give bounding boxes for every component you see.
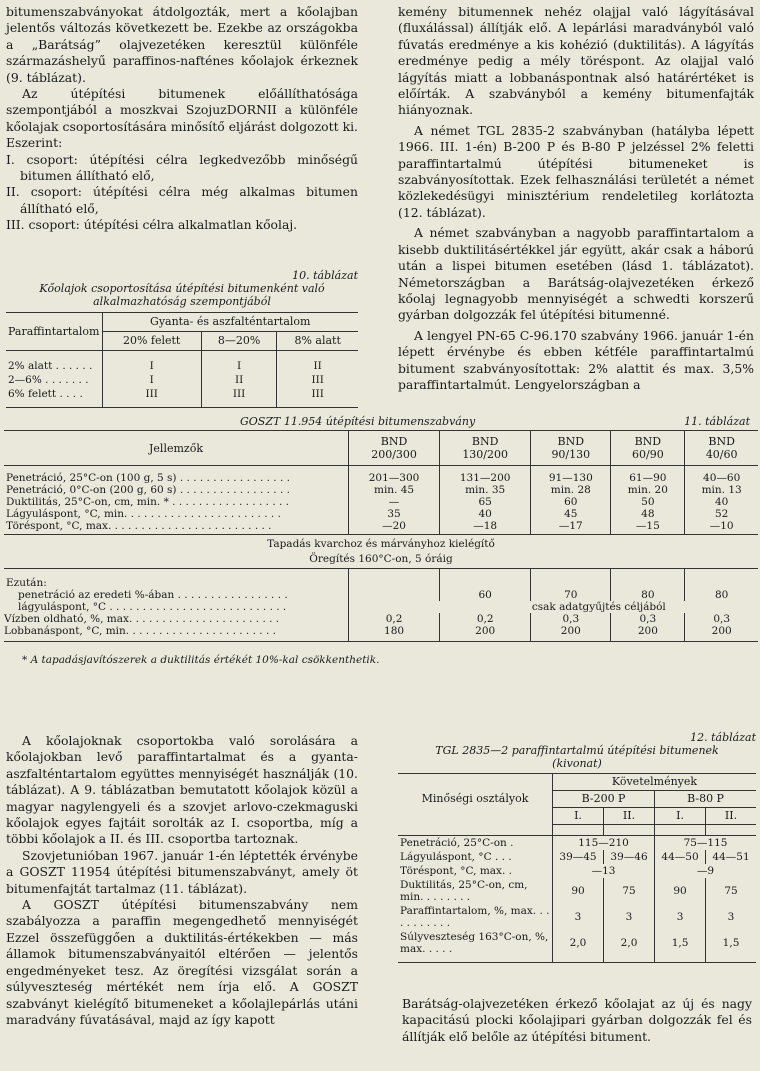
left-column-top [6,4,358,234]
table-10-col-header: 8% alatt [277,332,358,351]
table-span-cell: 75—115 [655,835,756,850]
table-cell: 0,3 [685,613,758,625]
table-cell: 39—45 [553,850,604,864]
table-10-col-header: 8—20% [201,332,277,351]
paragraph: A GOSZT útépítési bitumenszabvány nem szabályozza a paraffin megengedhető mennyiségét Ezzel összefüggően a duktilitás-értékekben — más államok bitumenszabványaitól eltérően — jelentős engedményeket tesz. Az öregítési vizsgálat során a súlyveszteség mértékét nem írja elő. A GOSZT szabványt kielégítő bitumeneket a kőolajlepárlás utáni maradvány fúvatásával, majd az így kapott [6,897,358,1027]
table-row [398,864,756,878]
row-label: Vízben oldható, %, max. . . . . . . . . . . . . . . . . . . . . . . [4,613,280,625]
table-12-class-header: II. [604,808,655,825]
table-cell: 44—50 [655,850,706,864]
table-12-class-header: II. [706,808,756,825]
table-cell: 1,5 [706,930,756,956]
row-label: 2% alatt . . . . . . [8,360,93,372]
table-cell: 2,0 [604,930,655,956]
table-span-cell: —9 [655,864,756,878]
paragraph: A német szabványban a nagyobb paraffintartalom a kisebb duktilitásértékkel jár együtt, akár csak a háború után a lispei bitumen esetében (lásd 1. táblázatot). Németországban a Barátság-olajvezetéken érkező kőolaj legnagyobb mennyiségét a schwedti korszerű gyárban dolgozzák fel útépítési bitumenné. [398,225,754,323]
right-column-bottom [402,996,752,1045]
table-12-sub-header: B-200 P [553,791,655,808]
table-cell: 90 [553,878,604,904]
row-label: 2—6% . . . . . . . [8,374,89,386]
table-cell: 201—300 [349,472,440,484]
table-12-class-header: I. [553,808,604,825]
paragraph: kemény bitumennek nehéz olajjal való lágyításával (fluxálással) állítják elő. A lepárlási maradványból való fúvatás eredménye a kis kohézió (duktilitás). A lágyítás eredménye pedig a mély töréspont. Az olajjal való lágyítás miatt a lobbanáspontnak alsó határértéket is előírták. A szabványból a kemény bitumenfajták hiányoznak. [398,4,754,118]
table-11-after-label: Ezután: [6,577,47,589]
table-cell: —17 [531,520,611,532]
row-label: Penetráció, 25°C-on (100 g, 5 s) . . . . . . . . . . . . . . . . . [6,472,290,484]
table-row [4,625,758,637]
table-cell [349,601,440,613]
table-11-col-header: BND 60/90 [611,431,685,466]
table-cell: 60 [440,589,531,601]
row-label: Lágyuláspont, °C, min. . . . . . . . . . . . . . . . . . . . . . . . [6,508,281,520]
table-cell: 44—51 [706,850,756,864]
table-cell: 52 [685,508,758,520]
row-label: Duktilitás, 25°C-on, cm, min. * . . . . . . . . . . . . . . . . . . [6,496,290,508]
table-cell: 3 [706,904,756,930]
table-12-class-header: I. [655,808,706,825]
table-row [6,387,358,401]
table-cell: 50 [611,496,685,508]
table-cell: 131—200 [440,472,531,484]
table-span-cell: csak adatgyűjtés céljából [531,601,666,613]
table-10-number: 10. táblázat [292,269,358,282]
row-label: Paraffintartalom, %, max. . . . . . . . . . . [400,904,550,929]
table-11-row-header: Jellemzők [4,431,349,466]
paragraph: Barátság-olajvezetéken érkező kőolajat az új és nagy kapacitású plocki kőolajipari gyárban dolgozzák fel és állítják elő belőle az útépítési bitument. [402,996,752,1044]
table-cell: 1,5 [655,930,706,956]
table-cell: —15 [611,520,685,532]
table-cell: min. 13 [685,484,758,496]
table-12-caption: TGL 2835—2 paraffintartalmú útépítési bitumenek [435,744,719,757]
table-cell: 91—130 [531,472,611,484]
table-row [4,613,758,625]
table-11-note-aging: Öregítés 160°C-on, 5 óráig [4,553,758,569]
table-11-col-header: BND 130/200 [440,431,531,466]
table-row [398,878,756,904]
table-cell: III [102,387,201,401]
table-cell: 60 [531,496,611,508]
table-cell: 3 [655,904,706,930]
table-cell: I [102,373,201,387]
table-cell: min. 28 [531,484,611,496]
table-row [398,850,756,864]
table-row [4,484,758,496]
table-cell: 0,3 [611,613,685,625]
table-cell: min. 45 [349,484,440,496]
table-cell: I [201,359,277,373]
table-11-col-header: BND 90/130 [531,431,611,466]
table-cell: 75 [706,878,756,904]
table-cell: —10 [685,520,758,532]
table-cell: —18 [440,520,531,532]
row-label: lágyuláspont, °C . . . . . . . . . . . . . . . . . . . . . . . . . . . [18,601,287,613]
table-cell [349,589,440,601]
table-11-title: GOSZT 11.954 útépítési bitumenszabvány [240,415,476,428]
row-label: Töréspont, °C, max. . . . . . . . . . . . . . . . . . . . . . . . . [6,520,272,532]
table-12-row-header: Minőségi osztályok [421,792,529,806]
table-cell: 200 [685,625,758,637]
table-cell: II [277,359,358,373]
table-cell: —20 [349,520,440,532]
table-row [4,589,758,601]
left-column-bottom [6,733,358,1028]
paragraph: bitumenszabványokat átdolgozták, mert a kőolajban jelentős változás következett be. Ezekbe az országokba a „Barátság” olajvezetéken keresztül különféle származáshelyű paraffinos-nafténes kőolajok érkeznek (9. táblázat). [6,4,358,85]
table-cell: 2,0 [553,930,604,956]
table-10 [6,270,358,408]
table-cell: I [102,359,201,373]
paragraph: I. csoport: útépítési célra legkedvezőbb minőségű bitumen állítható elő, [6,151,358,184]
table-row [398,835,756,850]
table-row [4,520,758,532]
table-cell: — [349,496,440,508]
table-cell: 0,2 [349,613,440,625]
table-cell: 40—60 [685,472,758,484]
row-label: 6% felett . . . . [8,388,83,400]
table-cell: 200 [611,625,685,637]
table-11-col-header: BND 40/60 [685,431,758,466]
table-cell: 180 [349,625,440,637]
row-label: penetráció az eredeti %-ában . . . . . . . . . . . . . . . . . [18,589,288,601]
table-cell: 61—90 [611,472,685,484]
right-column-top [398,4,754,393]
table-row [6,373,358,387]
table-11-number: 11. táblázat [684,415,750,428]
table-cell: 3 [553,904,604,930]
row-label: Lágyuláspont, °C . . . [400,850,512,863]
table-cell: 200 [440,625,531,637]
table-11-col-header: BND 200/300 [349,431,440,466]
table-11-footnote: * A tapadásjavítószerek a duktilitás értékét 10%-kal csökkenthetik. [22,654,380,666]
table-span-cell: 115—210 [553,835,655,850]
table-span-cell: —13 [553,864,655,878]
table-cell: min. 20 [611,484,685,496]
table-cell: 35 [349,508,440,520]
row-label: Töréspont, °C, max. . [400,864,512,877]
row-label: Duktilitás, 25°C-on, cm, min. . . . . . . . [400,878,528,903]
table-cell: 3 [604,904,655,930]
paragraph: A kőolajoknak csoportokba való sorolására a kőolajokban levő paraffintartalmat és a gyanta-aszfalténtartalom együttes mennyiségét használják (10. táblázat). A 9. táblázatban bemutatott kőolajok közül a magyar nagylengyeli és a szovjet arlovo-czekmaguski kőolajok egyes fajtáit sorolták az I. csoportba, míg a többi kőolajok a II. és III. csoportba tartoznak. [6,733,358,847]
table-cell: III [277,373,358,387]
table-11-note-adhesion: Tapadás kvarchoz és márványhoz kielégítő [267,538,495,550]
table-cell: min. 35 [440,484,531,496]
table-row [398,904,756,930]
table-10-row-header: Paraffintartalom [8,324,100,338]
paragraph: III. csoport: útépítési célra alkalmatlan kőolaj. [6,217,298,233]
paragraph: Az útépítési bitumenek előállíthatósága szempontjából a moszkvai SzojuzDORNII a különféle kőolajak csoportosítására minősítő eljárást dolgozott ki. Eszerint: [6,86,358,151]
paragraph: A lengyel PN-65 C-96.170 szabvány 1966. január 1-én lépett érvénybe és ebben kétféle paraffintartalmú bitument szabványosítottak: 2% alattit és max. 3,5% paraffintartalmút. Lengyelországban a [398,327,754,392]
table-cell: 65 [440,496,531,508]
table-cell: 80 [611,589,685,601]
table-cell: 40 [685,496,758,508]
table-12-caption-sub: (kivonat) [552,757,602,770]
table-11 [0,416,760,666]
table-row [4,472,758,484]
row-label: Súlyveszteség 163°C-on, %, max. . . . . [400,930,549,955]
row-label: Lobbanáspont, °C, min. . . . . . . . . . . . . . . . . . . . . . . [4,625,276,637]
table-cell: 0,3 [531,613,611,625]
table-12-sub-header: B-80 P [655,791,756,808]
table-12-group-header: Követelmények [553,774,757,791]
table-row [6,359,358,373]
table-cell: 200 [531,625,611,637]
table-cell: 48 [611,508,685,520]
paragraph: Szovjetunióban 1967. január 1-én léptették érvénybe a GOSZT 11954 útépítési bitumenszabványt, amely öt bitumenfajtát tartalmaz (11. táblázat). [6,847,358,896]
table-cell: 45 [531,508,611,520]
table-cell: 75 [604,878,655,904]
table-row [398,930,756,956]
table-row [4,496,758,508]
paragraph: II. csoport: útépítési célra még alkalmas bitumen állítható elő, [6,184,358,216]
table-cell: 80 [685,589,758,601]
table-cell: 40 [440,508,531,520]
table-cell: 90 [655,878,706,904]
table-row [4,508,758,520]
table-cell: 39—46 [604,850,655,864]
table-10-caption: Kőolajok csoportosítása útépítési bitumenként való alkalmazhatóság szempontjából [39,282,325,308]
row-label: Penetráció, 0°C-on (200 g, 60 s) . . . . . . . . . . . . . . . . . [6,484,290,496]
table-cell: III [201,387,277,401]
table-cell: II [201,373,277,387]
table-12 [398,732,756,963]
row-label: Penetráció, 25°C-on . [400,836,514,849]
table-cell: 0,2 [440,613,531,625]
table-cell: III [277,387,358,401]
table-row [4,601,758,613]
table-10-group-header: Gyanta- és aszfalténtartalom [102,313,358,332]
table-cell: 70 [531,589,611,601]
table-10-col-header: 20% felett [102,332,201,351]
paragraph: A német TGL 2835-2 szabványban (hatályba lépett 1966. III. 1-én) B-200 P és B-80 P jelzéssel 2% feletti paraffintartalmú útépítési bitumeneket is szabványosítottak. Ezek felhasználási területét a német közlekedésügyi minisztérium rendeletileg korlátozta (12. táblázat). [398,122,754,220]
table-12-number: 12. táblázat [690,731,756,744]
